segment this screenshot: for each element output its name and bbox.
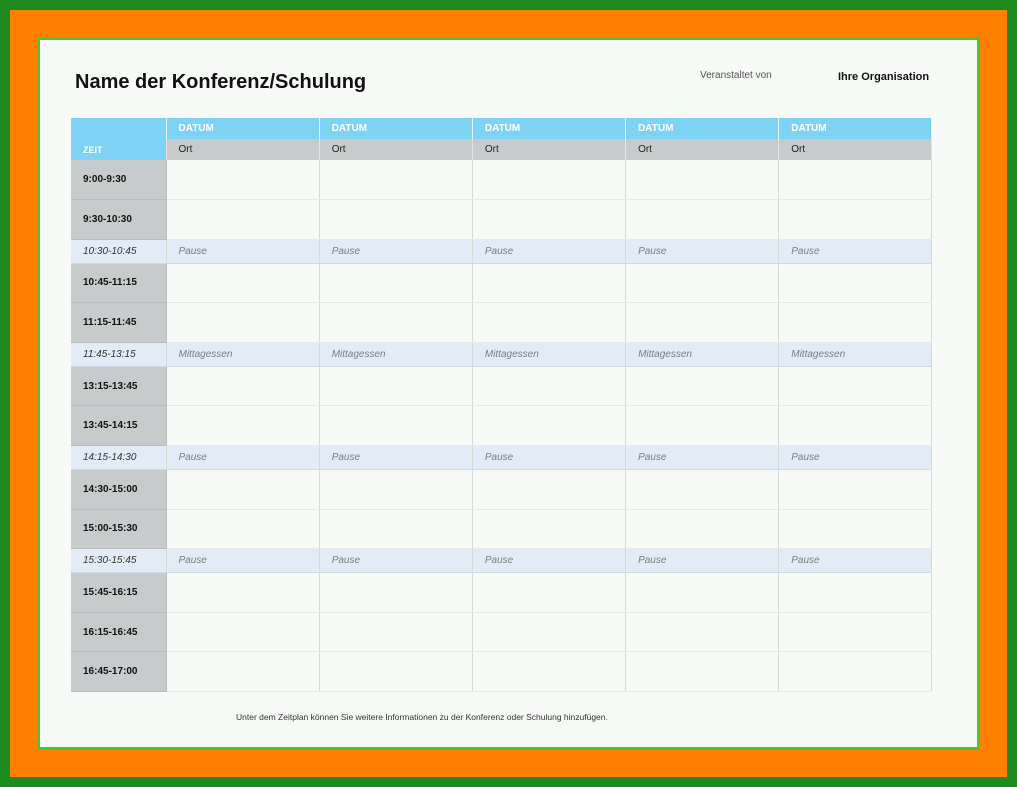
schedule-cell[interactable] <box>319 573 472 613</box>
break-cell[interactable]: Pause <box>319 446 472 470</box>
break-cell[interactable]: Pause <box>626 239 779 263</box>
schedule-cell[interactable] <box>626 263 779 303</box>
schedule-cell[interactable] <box>319 470 472 510</box>
break-cell[interactable]: Pause <box>166 549 319 573</box>
schedule-cell[interactable] <box>472 612 625 652</box>
day-date-header[interactable]: DATUM <box>779 118 932 139</box>
break-cell[interactable]: Mittagessen <box>166 342 319 366</box>
footer-note: Unter dem Zeitplan können Sie weitere Informationen zu der Konferenz oder Schulung hinzufügen. <box>236 712 608 722</box>
break-cell[interactable]: Mittagessen <box>319 342 472 366</box>
table-row <box>71 573 932 613</box>
time-slot-label: 13:45-14:15 <box>71 406 166 446</box>
time-slot-label: 11:15-11:45 <box>71 303 166 343</box>
schedule-cell[interactable] <box>472 200 625 240</box>
schedule-cell[interactable] <box>779 366 932 406</box>
schedule-cell[interactable] <box>779 263 932 303</box>
schedule-cell[interactable] <box>319 652 472 692</box>
break-row <box>71 342 932 366</box>
time-slot-label: 15:45-16:15 <box>71 573 166 613</box>
break-row <box>71 549 932 573</box>
schedule-cell[interactable] <box>626 303 779 343</box>
day-date-header[interactable]: DATUM <box>626 118 779 139</box>
schedule-cell[interactable] <box>319 612 472 652</box>
schedule-cell[interactable] <box>319 303 472 343</box>
schedule-cell[interactable] <box>166 200 319 240</box>
schedule-cell[interactable] <box>166 652 319 692</box>
break-cell[interactable]: Pause <box>472 239 625 263</box>
break-cell[interactable]: Pause <box>319 239 472 263</box>
schedule-cell[interactable] <box>319 509 472 549</box>
schedule-cell[interactable] <box>626 406 779 446</box>
schedule-cell[interactable] <box>779 470 932 510</box>
day-location-header[interactable]: Ort <box>319 139 472 160</box>
schedule-cell[interactable] <box>626 573 779 613</box>
schedule-cell[interactable] <box>779 160 932 200</box>
schedule-cell[interactable] <box>166 263 319 303</box>
page-title: Name der Konferenz/Schulung <box>75 71 367 93</box>
schedule-cell[interactable] <box>166 612 319 652</box>
schedule-cell[interactable] <box>166 160 319 200</box>
table-row <box>71 406 932 446</box>
schedule-cell[interactable] <box>626 470 779 510</box>
table-row <box>71 470 932 510</box>
schedule-cell[interactable] <box>779 200 932 240</box>
schedule-cell[interactable] <box>319 366 472 406</box>
schedule-cell[interactable] <box>319 160 472 200</box>
schedule-cell[interactable] <box>472 366 625 406</box>
table-row <box>71 160 932 200</box>
time-slot-label: 16:45-17:00 <box>71 652 166 692</box>
schedule-body <box>71 160 932 692</box>
break-cell[interactable]: Pause <box>779 239 932 263</box>
schedule-cell[interactable] <box>779 406 932 446</box>
time-slot-label: 10:45-11:15 <box>71 263 166 303</box>
host-label: Veranstaltet von <box>700 70 772 81</box>
time-slot-label: 14:30-15:00 <box>71 470 166 510</box>
time-slot-label: 11:45-13:15 <box>71 342 166 366</box>
day-date-header[interactable]: DATUM <box>319 118 472 139</box>
break-cell[interactable]: Pause <box>319 549 472 573</box>
day-date-header[interactable]: DATUM <box>166 118 319 139</box>
break-cell[interactable]: Pause <box>626 549 779 573</box>
schedule-cell[interactable] <box>472 573 625 613</box>
schedule-cell[interactable] <box>472 652 625 692</box>
schedule-cell[interactable] <box>319 263 472 303</box>
day-location-header[interactable]: Ort <box>472 139 625 160</box>
break-cell[interactable]: Pause <box>779 549 932 573</box>
break-cell[interactable]: Pause <box>166 239 319 263</box>
schedule-cell[interactable] <box>472 303 625 343</box>
location-header-row <box>71 139 932 160</box>
table-row <box>71 366 932 406</box>
schedule-cell[interactable] <box>626 612 779 652</box>
day-location-header[interactable]: Ort <box>779 139 932 160</box>
time-column-header: ZEIT <box>71 139 166 160</box>
time-slot-label: 16:15-16:45 <box>71 612 166 652</box>
schedule-cell[interactable] <box>166 509 319 549</box>
schedule-cell[interactable] <box>472 406 625 446</box>
schedule-cell[interactable] <box>779 612 932 652</box>
table-row <box>71 509 932 549</box>
table-row <box>71 263 932 303</box>
schedule-cell[interactable] <box>319 406 472 446</box>
date-header-row <box>71 118 932 139</box>
schedule-cell[interactable] <box>626 160 779 200</box>
schedule-cell[interactable] <box>779 303 932 343</box>
break-cell[interactable]: Pause <box>166 446 319 470</box>
schedule-page <box>40 40 977 747</box>
break-cell[interactable]: Pause <box>472 549 625 573</box>
table-row <box>71 200 932 240</box>
schedule-cell[interactable] <box>472 470 625 510</box>
schedule-cell[interactable] <box>166 303 319 343</box>
break-row <box>71 446 932 470</box>
time-slot-label: 14:15-14:30 <box>71 446 166 470</box>
schedule-cell[interactable] <box>626 200 779 240</box>
day-date-header[interactable]: DATUM <box>472 118 625 139</box>
schedule-cell[interactable] <box>166 573 319 613</box>
break-cell[interactable]: Mittagessen <box>626 342 779 366</box>
break-cell[interactable]: Mittagessen <box>779 342 932 366</box>
schedule-cell[interactable] <box>472 509 625 549</box>
header-corner <box>71 118 166 139</box>
table-row <box>71 303 932 343</box>
schedule-cell[interactable] <box>626 366 779 406</box>
schedule-cell[interactable] <box>472 160 625 200</box>
time-slot-label: 13:15-13:45 <box>71 366 166 406</box>
schedule-cell[interactable] <box>779 573 932 613</box>
schedule-cell[interactable] <box>166 470 319 510</box>
time-slot-label: 15:00-15:30 <box>71 509 166 549</box>
table-row <box>71 652 932 692</box>
schedule-cell[interactable] <box>472 263 625 303</box>
break-cell[interactable]: Pause <box>779 446 932 470</box>
schedule-cell[interactable] <box>319 200 472 240</box>
table-row <box>71 612 932 652</box>
day-location-header[interactable]: Ort <box>626 139 779 160</box>
time-slot-label: 15:30-15:45 <box>71 549 166 573</box>
schedule-cell[interactable] <box>626 509 779 549</box>
schedule-table <box>71 118 932 692</box>
schedule-cell[interactable] <box>779 652 932 692</box>
day-location-header[interactable]: Ort <box>166 139 319 160</box>
break-row <box>71 239 932 263</box>
break-cell[interactable]: Pause <box>472 446 625 470</box>
time-slot-label: 10:30-10:45 <box>71 239 166 263</box>
break-cell[interactable]: Mittagessen <box>472 342 625 366</box>
time-slot-label: 9:00-9:30 <box>71 160 166 200</box>
schedule-cell[interactable] <box>779 509 932 549</box>
time-slot-label: 9:30-10:30 <box>71 200 166 240</box>
schedule-cell[interactable] <box>166 366 319 406</box>
schedule-cell[interactable] <box>166 406 319 446</box>
schedule-cell[interactable] <box>626 652 779 692</box>
host-name: Ihre Organisation <box>838 71 930 83</box>
break-cell[interactable]: Pause <box>626 446 779 470</box>
